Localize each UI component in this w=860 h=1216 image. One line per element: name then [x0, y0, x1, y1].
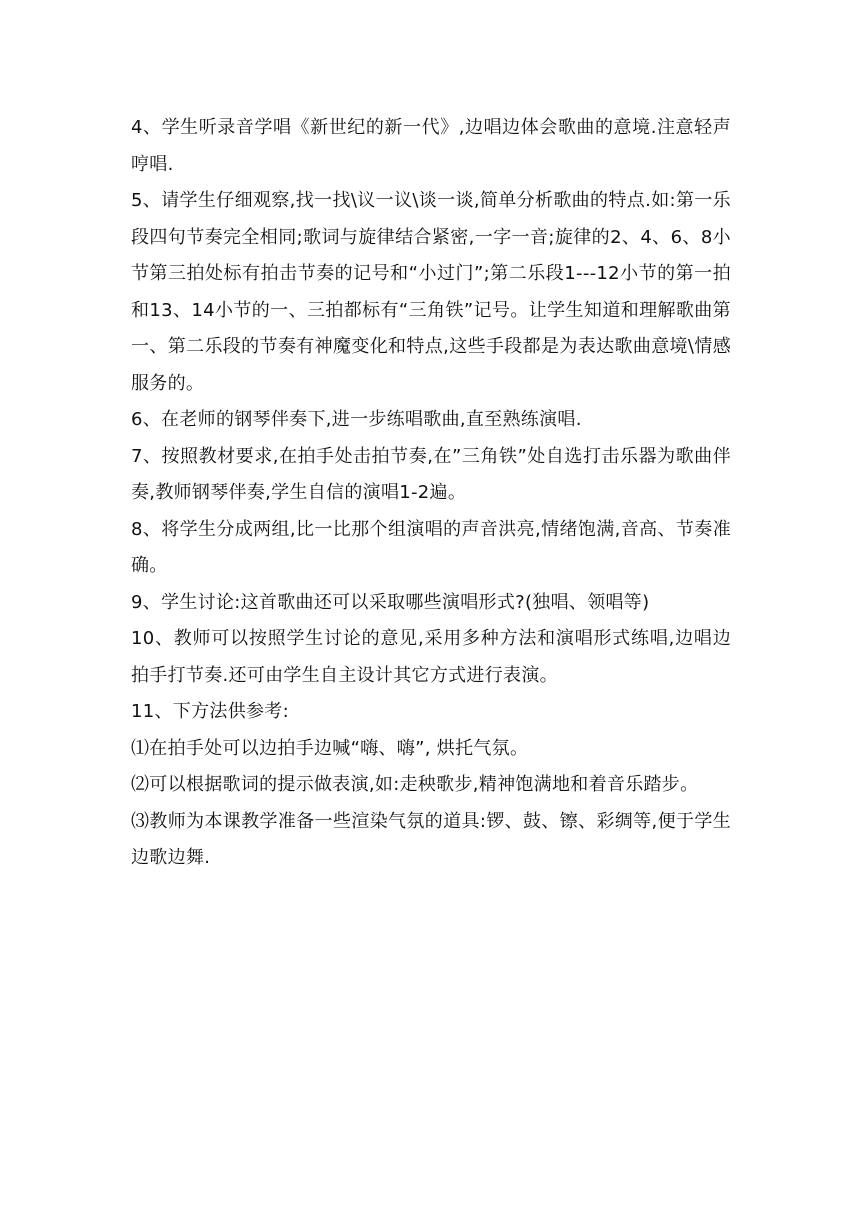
paragraph-step-8: 8、将学生分成两组,比一比那个组演唱的声音洪亮,情绪饱满,音高、节奏准确。	[131, 518, 731, 576]
paragraph-step-7: 7、按照教材要求,在拍手处击拍节奏,在”三角铁”处自选打击乐器为歌曲伴奏,教师钢琴伴奏,学生自信的演唱1-2遍。	[131, 445, 731, 503]
paragraph-option-3: ⑶教师为本课教学准备一些渲染气氛的道具:锣、鼓、镲、彩绸等,便于学生边歌边舞.	[131, 810, 731, 868]
paragraph-option-2: ⑵可以根据歌词的提示做表演,如:走秧歌步,精神饱满地和着音乐踏步。	[131, 774, 699, 795]
paragraph-step-6: 6、在老师的钢琴伴奏下,进一步练唱歌曲,直至熟练演唱.	[131, 409, 582, 430]
paragraph-step-4: 4、学生听录音学唱《新世纪的新一代》,边唱边体会歌曲的意境.注意轻声哼唱.	[131, 117, 731, 175]
paragraph-step-10: 10、教师可以按照学生讨论的意见,采用多种方法和演唱形式练唱,边唱边拍手打节奏.还可由学生自主设计其它方式进行表演。	[131, 628, 731, 686]
paragraph-option-1: ⑴在拍手处可以边拍手边喊“嗨、嗨”, 烘托气氛。	[131, 737, 529, 759]
paragraph-step-9: 9、学生讨论:这首歌曲还可以采取哪些演唱形式?(独唱、领唱等)	[131, 591, 650, 613]
document-body	[131, 110, 731, 877]
paragraph-step-5: 5、请学生仔细观察,找一找\议一议\谈一谈,简单分析歌曲的特点.如:第一乐段四句节奏完全相同;歌词与旋律结合紧密,一字一音;旋律的2、4、6、8小节第三拍处标有拍击节奏的记号和“小过门”;第二乐段1---12小节的第一拍和13、14小节的一、三拍都标有“三角铁”记号。让学生知道和理解歌曲第一、第二乐段的节奏有神魔变化和特点,这些手段都是为表达歌曲意境\情感服务的。	[131, 190, 731, 394]
paragraph-step-11: 11、下方法供参考:	[131, 701, 289, 722]
